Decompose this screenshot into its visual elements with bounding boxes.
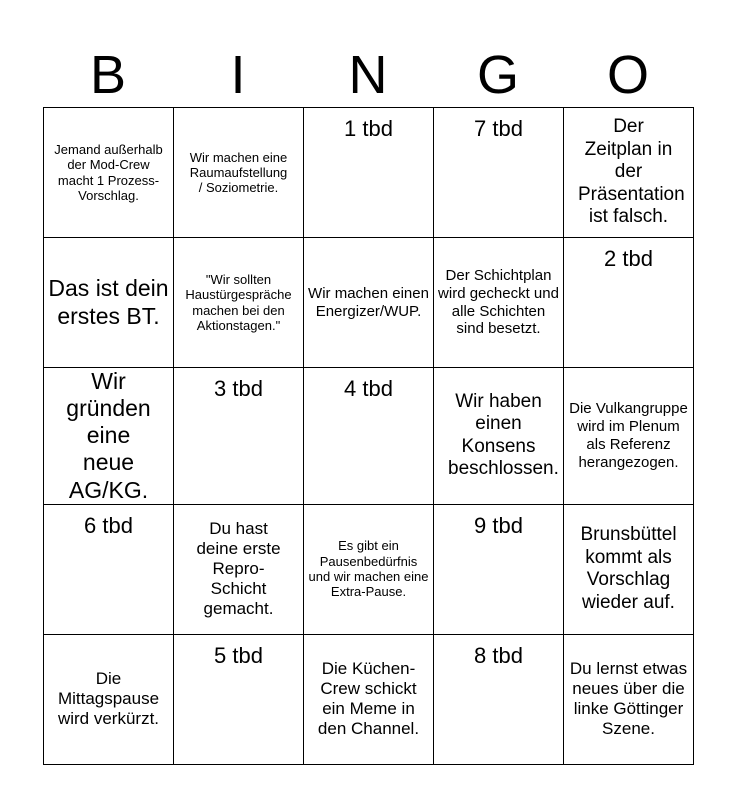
bingo-cell[interactable]: Wir machen eine Raumaufstellung / Soziometrie. (174, 108, 304, 238)
bingo-cell[interactable]: 1 tbd (304, 108, 434, 238)
bingo-cell[interactable]: Die Vulkangruppe wird im Plenum als Referenz herangezogen. (564, 368, 694, 505)
bingo-cell[interactable]: Die Küchen-Crew schickt ein Meme in den Channel. (304, 634, 434, 764)
bingo-cell[interactable]: 4 tbd (304, 368, 434, 505)
bingo-cell[interactable]: Wir machen einen Energizer/WUP. (304, 238, 434, 368)
bingo-cell[interactable]: 7 tbd (434, 108, 564, 238)
bingo-cell[interactable]: Du hast deine erste Repro-Schicht gemacht. (174, 504, 304, 634)
bingo-cell[interactable]: "Wir sollten Haustürgespräche machen bei den Aktionstagen." (174, 238, 304, 368)
bingo-cell[interactable]: Der Schichtplan wird gecheckt und alle Schichten sind besetzt. (434, 238, 564, 368)
header-letter-i: I (230, 45, 246, 105)
bingo-cell[interactable]: Du lernst etwas neues über die linke Göttinger Szene. (564, 634, 694, 764)
bingo-cell[interactable]: Die Mittagspause wird verkürzt. (44, 634, 174, 764)
grid-row (44, 368, 694, 505)
grid-row (44, 108, 694, 238)
bingo-cell[interactable]: 8 tbd (434, 634, 564, 764)
bingo-cell[interactable]: 3 tbd (174, 368, 304, 505)
bingo-cell[interactable]: 6 tbd (44, 504, 174, 634)
header-letter-b: B (89, 45, 127, 105)
bingo-cell[interactable]: 2 tbd (564, 238, 694, 368)
header-letter-g: G (476, 45, 519, 105)
grid-row (44, 504, 694, 634)
header-letter-n: N (348, 45, 388, 105)
grid-row (44, 238, 694, 368)
bingo-cell[interactable]: Jemand außerhalb der Mod-Crew macht 1 Prozess-Vorschlag. (44, 108, 174, 238)
bingo-cell[interactable]: Das ist dein erstes BT. (44, 238, 174, 368)
bingo-cell[interactable]: Wir haben einen Konsens beschlossen. (434, 368, 564, 505)
bingo-grid (43, 107, 694, 765)
bingo-cell[interactable]: Wir gründen eine neue AG/KG. (44, 368, 174, 505)
bingo-cell[interactable]: 5 tbd (174, 634, 304, 764)
bingo-cell[interactable]: Brunsbüttel kommt als Vorschlag wieder auf. (564, 504, 694, 634)
bingo-cell[interactable]: Es gibt ein Pausenbedürfnis und wir machen eine Extra-Pause. (304, 504, 434, 634)
bingo-cell[interactable]: Der Zeitplan in der Präsentation ist falsch. (564, 108, 694, 238)
bingo-header (43, 42, 693, 108)
grid-row (44, 634, 694, 764)
header-letter-o: O (606, 45, 649, 105)
bingo-cell[interactable]: 9 tbd (434, 504, 564, 634)
